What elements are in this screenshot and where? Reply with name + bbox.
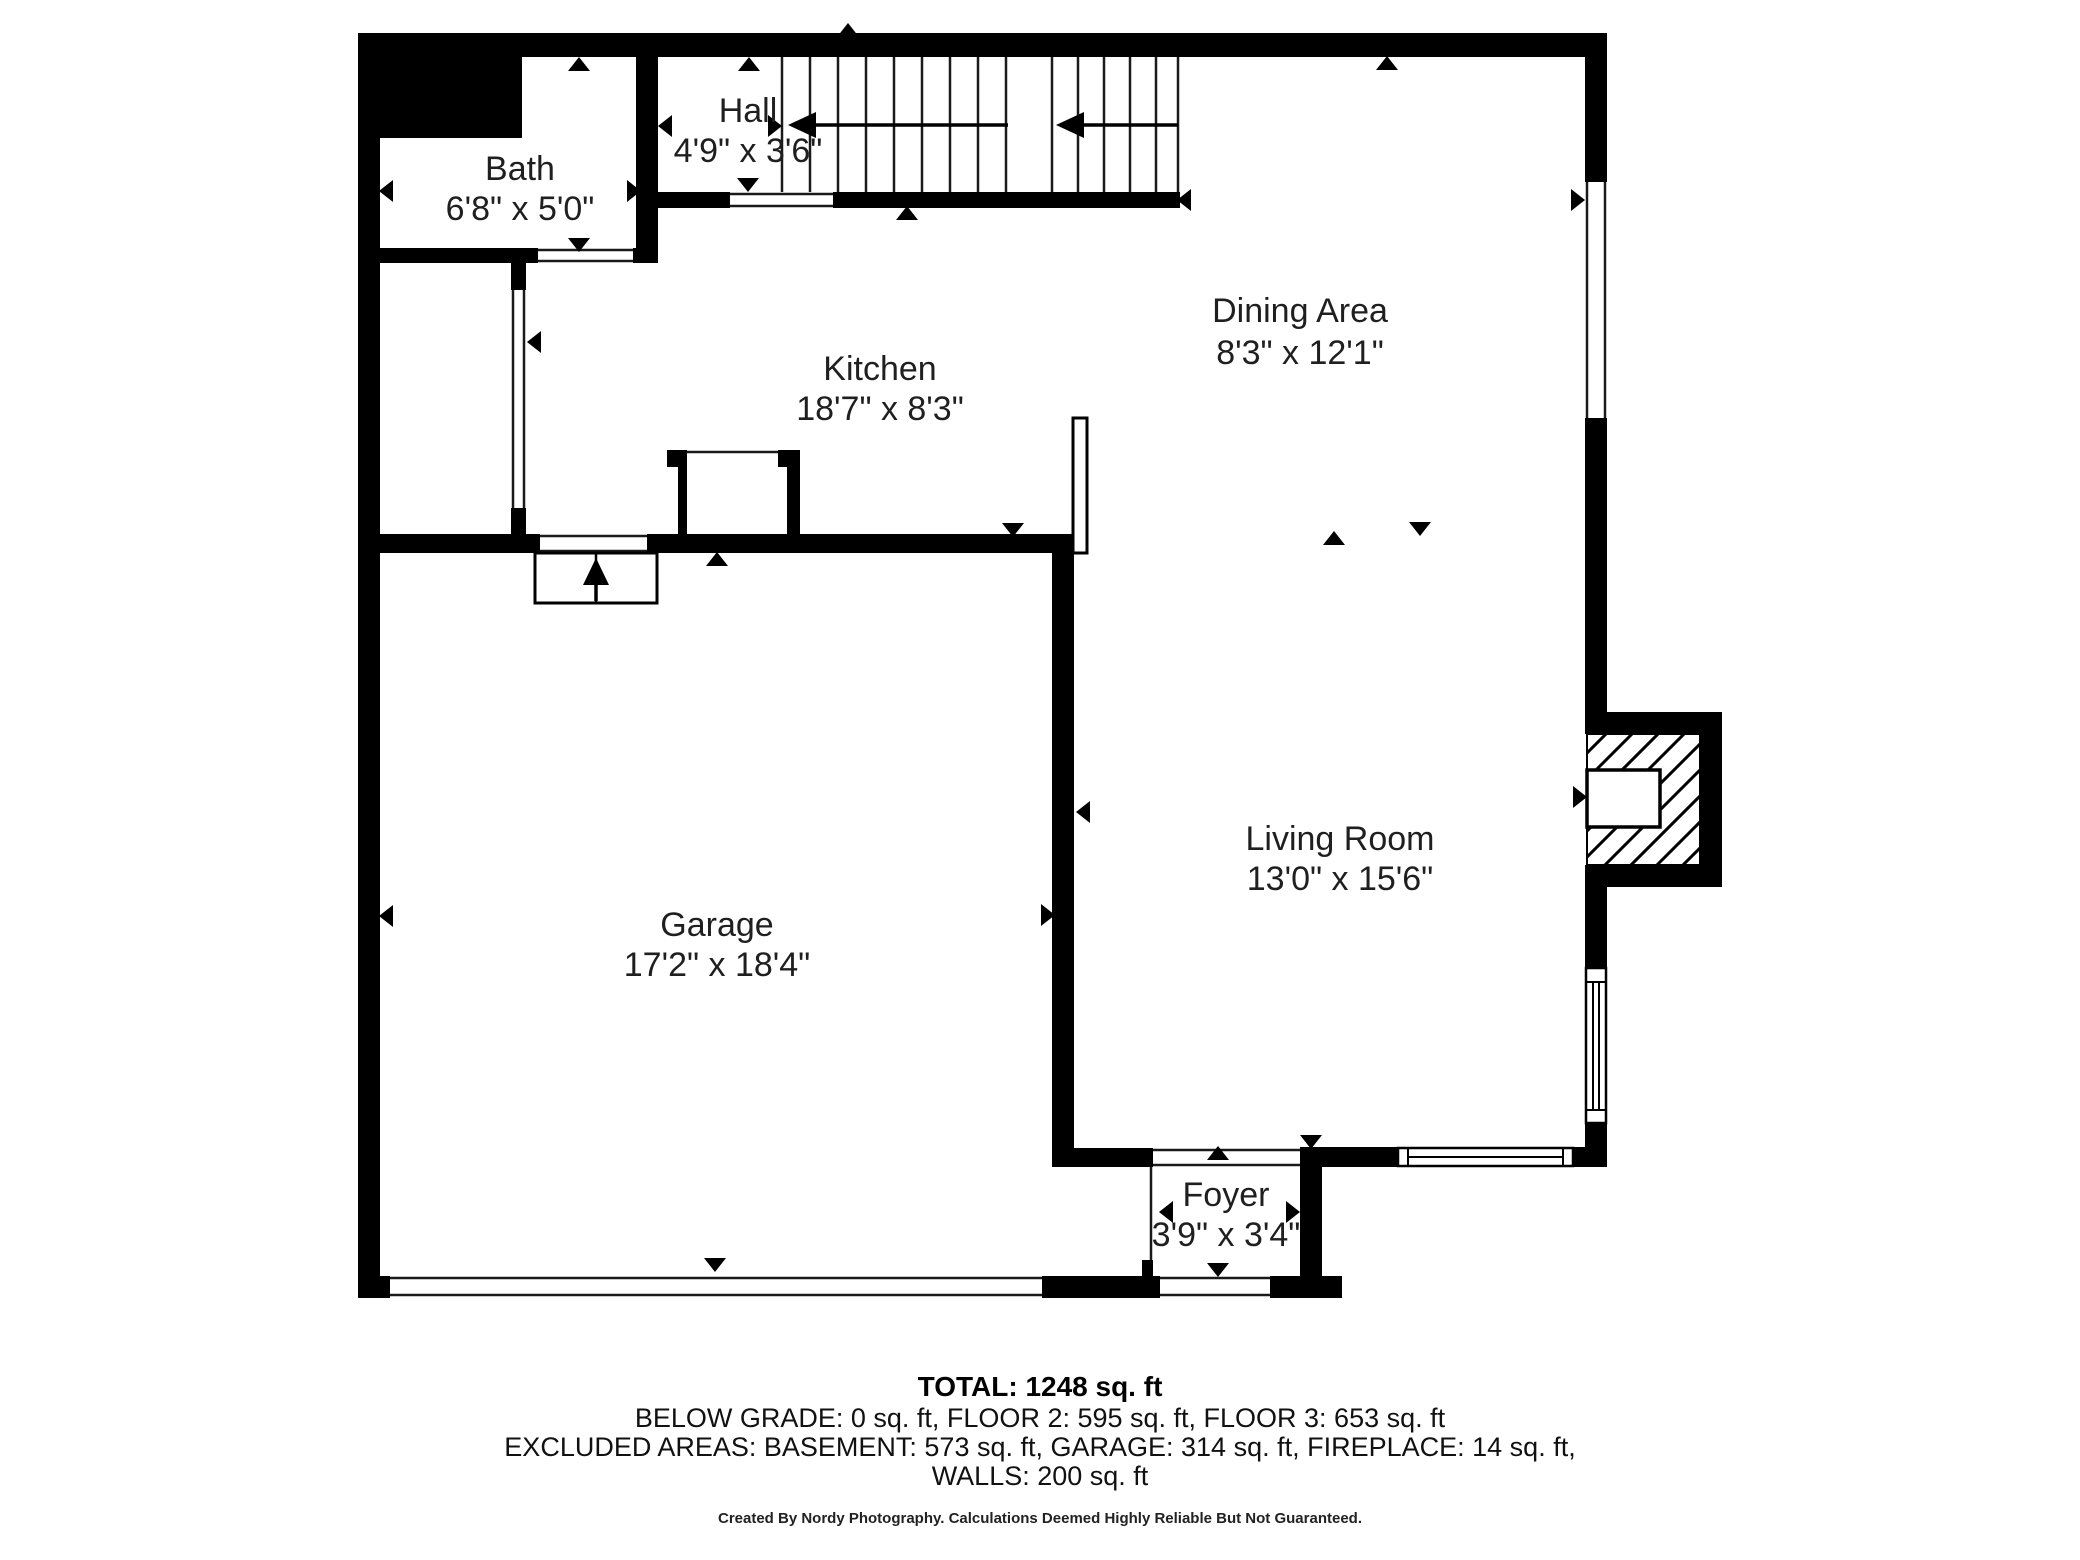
footer-line2: BELOW GRADE: 0 sq. ft, FLOOR 2: 595 sq. ft, FLOOR 3: 653 sq. ft [634,1403,1446,1433]
room-dims-hall: 4'9" x 3'6" [673,132,823,170]
wall-bath-hall [636,33,658,263]
wall-living-bottom-right [1573,1147,1607,1167]
kitchen-garage-door-opening [540,536,647,551]
wall-foyer-right [1300,1147,1322,1298]
fireplace-wall-right [1700,712,1722,887]
room-label-garage: Garage [660,906,774,944]
room-dims-kitchen: 18'7" x 8'3" [796,390,964,428]
wall-right-top [1585,33,1607,182]
footer-credit: Created By Nordy Photography. Calculations Deemed Highly Reliable But Not Guaranteed. [717,1510,1363,1527]
stairs-direction-arrows [788,112,1178,138]
wall-hall-bottom [658,192,730,208]
bath-door-opening [538,250,633,261]
firebox [1587,770,1660,827]
wall-closet-top [1052,1148,1153,1167]
staircase [782,57,1178,192]
wall-garage-right [1052,534,1074,1167]
room-label-hall: Hall [718,92,778,130]
footer-total: TOTAL: 1248 sq. ft [917,1371,1163,1402]
wall-bath-bottom [380,248,538,263]
wall-kitchen-a [358,534,540,553]
wall-stairs-bottom [833,192,1180,208]
fireplace [1585,712,1722,887]
wall-right-mid [1585,418,1607,712]
wall-channel-top-stub [511,263,526,290]
pantry-right-stem [787,467,800,534]
garage-door-opening [390,1278,1042,1295]
kitchen-pocket-opening [513,290,524,508]
wall-right-below-fireplace [1585,887,1607,968]
wall-channel-bottom-stub [511,508,526,534]
pantry-left-cap [667,450,687,467]
footer-line4: WALLS: 200 sq. ft [931,1461,1149,1491]
wall-bath-bottom-stub [633,248,658,263]
garage-steps [535,553,657,603]
window-right-lower [1586,968,1606,1123]
wall-top [358,33,1607,57]
wall-closet-stub [1142,1260,1153,1276]
half-wall-column [1073,418,1087,553]
wall-left [358,33,380,1298]
room-dims-garage: 17'2" x 18'4" [623,946,811,984]
room-label-foyer: Foyer [1182,1176,1270,1214]
hall-door-opening [730,194,833,206]
room-dims-foyer: 3'9" x 3'4" [1151,1216,1301,1254]
footer [504,1371,1575,1527]
room-dims-living: 13'0" x 15'6" [1246,860,1434,898]
window-living-bottom [1398,1148,1573,1166]
windows [1398,182,1606,1166]
room-dims-dining: 8'3" x 12'1" [1216,334,1384,372]
room-label-living: Living Room [1245,820,1435,858]
wall-kitchen-b [647,534,1074,553]
footer-line3: EXCLUDED AREAS: BASEMENT: 573 sq. ft, GARAGE: 314 sq. ft, FIREPLACE: 14 sq. ft, [504,1432,1576,1462]
room-label-kitchen: Kitchen [823,350,937,388]
room-labels [446,92,1435,1254]
pantry-left-stem [678,467,687,534]
wall-garage-bottom-corner [358,1276,390,1298]
room-label-bath: Bath [485,150,555,188]
fireplace-wall-bottom [1585,865,1722,887]
wall-foyer-closet-bottom [1042,1276,1160,1298]
window-right-upper [1586,182,1606,418]
room-label-dining: Dining Area [1212,292,1388,330]
room-dims-bath: 6'8" x 5'0" [445,190,595,228]
pantry-right-cap [778,450,800,467]
wall-foyer-bottom-stub [1270,1276,1342,1298]
bath-corner-block [358,57,522,138]
front-door-opening [1160,1278,1270,1295]
